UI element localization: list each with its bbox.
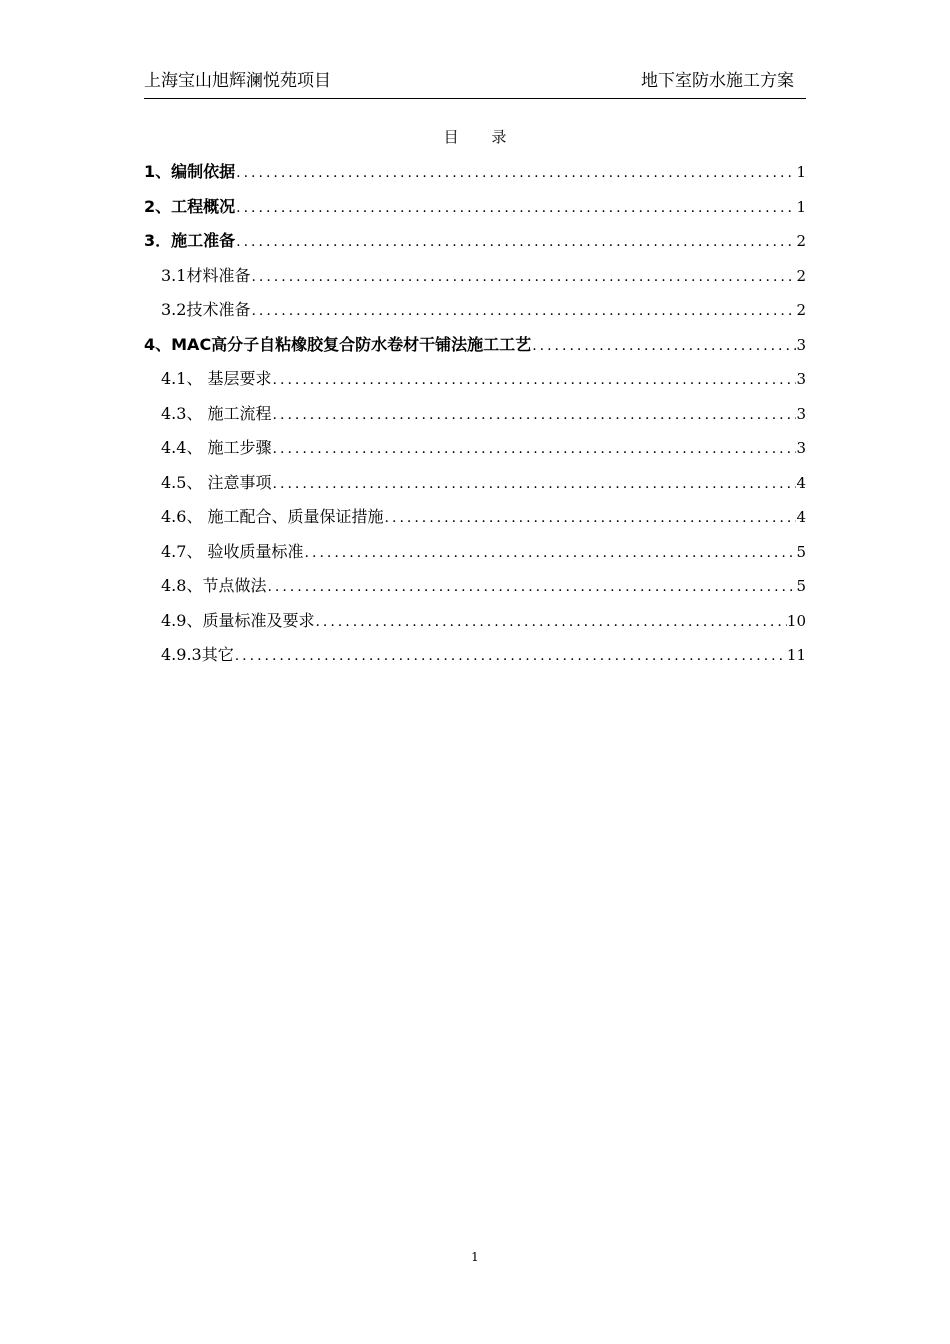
toc-entry-page: 5 (796, 542, 806, 561)
page-header (144, 64, 806, 99)
toc-entry-page: 2 (796, 232, 806, 250)
toc-entry-label: 4.4、 施工步骤 (161, 438, 272, 457)
toc-dot-leader (272, 363, 797, 397)
toc-entry-label: 2、工程概况 (144, 196, 236, 216)
toc-entry[interactable] (144, 155, 806, 190)
toc-entry-label: 3.2技术准备 (161, 300, 251, 319)
toc-dot-leader (272, 398, 797, 432)
page-number: 1 (471, 1250, 479, 1264)
toc-dot-leader (304, 536, 797, 570)
toc-entry-page: 2 (796, 301, 806, 319)
toc-entry[interactable] (144, 638, 806, 673)
toc-dot-leader (234, 639, 787, 673)
toc-entry-page: 1 (796, 163, 806, 181)
toc-dot-leader (266, 570, 796, 604)
toc-entry-page: 1 (796, 197, 806, 216)
toc-entry[interactable] (144, 362, 806, 397)
toc-dot-leader (235, 191, 796, 225)
toc-dot-leader (314, 605, 786, 639)
toc-entry[interactable] (144, 569, 806, 604)
toc-entry-page: 5 (796, 577, 806, 595)
toc-entry-page: 2 (796, 266, 806, 285)
toc-entry[interactable] (144, 466, 806, 501)
header-project-name: 上海宝山旭辉澜悦苑项目 (144, 71, 331, 91)
toc-entry-page: 11 (786, 646, 806, 664)
toc-entry-label: 4.9、质量标准及要求 (161, 610, 315, 630)
toc-entry-label: 4.5、 注意事项 (161, 472, 272, 492)
toc-entry-label: 4.1、 基层要求 (161, 369, 272, 388)
toc-entry-page: 10 (786, 611, 806, 630)
toc-entry[interactable] (144, 431, 806, 466)
toc-entry[interactable] (144, 293, 806, 328)
toc-dot-leader (250, 294, 796, 328)
toc-entry-page: 3 (796, 439, 806, 457)
toc-dot-leader (235, 156, 796, 190)
toc-entry[interactable] (144, 328, 806, 363)
toc-entry[interactable] (144, 604, 806, 639)
toc-dot-leader (384, 501, 797, 535)
toc-entry-label: 4.6、 施工配合、质量保证措施 (161, 507, 384, 526)
toc-entry[interactable] (144, 535, 806, 570)
toc-entry[interactable] (144, 500, 806, 535)
toc-entry[interactable] (144, 259, 806, 294)
toc-entry-label: 4.8、节点做法 (161, 576, 267, 595)
toc-entry-label: 3．施工准备 (144, 231, 236, 250)
toc-entry-label: 4.3、 施工流程 (161, 403, 272, 423)
toc-dot-leader (272, 467, 797, 501)
toc-dot-leader (272, 432, 797, 466)
toc-entry-label: 1、编制依据 (144, 162, 236, 181)
toc-entry-label: 4.9.3其它 (161, 645, 234, 664)
toc-entry[interactable] (144, 397, 806, 432)
toc-entry[interactable] (144, 224, 806, 259)
toc-dot-leader (531, 329, 796, 363)
toc-entry-label: 3.1材料准备 (161, 265, 251, 285)
toc-entry-page: 4 (796, 473, 806, 492)
toc-dot-leader (235, 225, 796, 259)
toc-entry-page: 3 (796, 404, 806, 423)
toc-entry-label: 4、MAC高分子自粘橡胶复合防水卷材干铺法施工工艺 (144, 334, 532, 354)
toc-entry-page: 4 (796, 508, 806, 526)
table-of-contents (144, 155, 806, 673)
toc-dot-leader (250, 260, 796, 294)
header-document-title: 地下室防水施工方案 (641, 71, 794, 91)
toc-title: 目 录 (443, 128, 521, 146)
toc-entry-page: 3 (796, 335, 806, 354)
toc-entry-page: 3 (796, 370, 806, 388)
toc-entry[interactable] (144, 190, 806, 225)
toc-entry-label: 4.7、 验收质量标准 (161, 541, 304, 561)
